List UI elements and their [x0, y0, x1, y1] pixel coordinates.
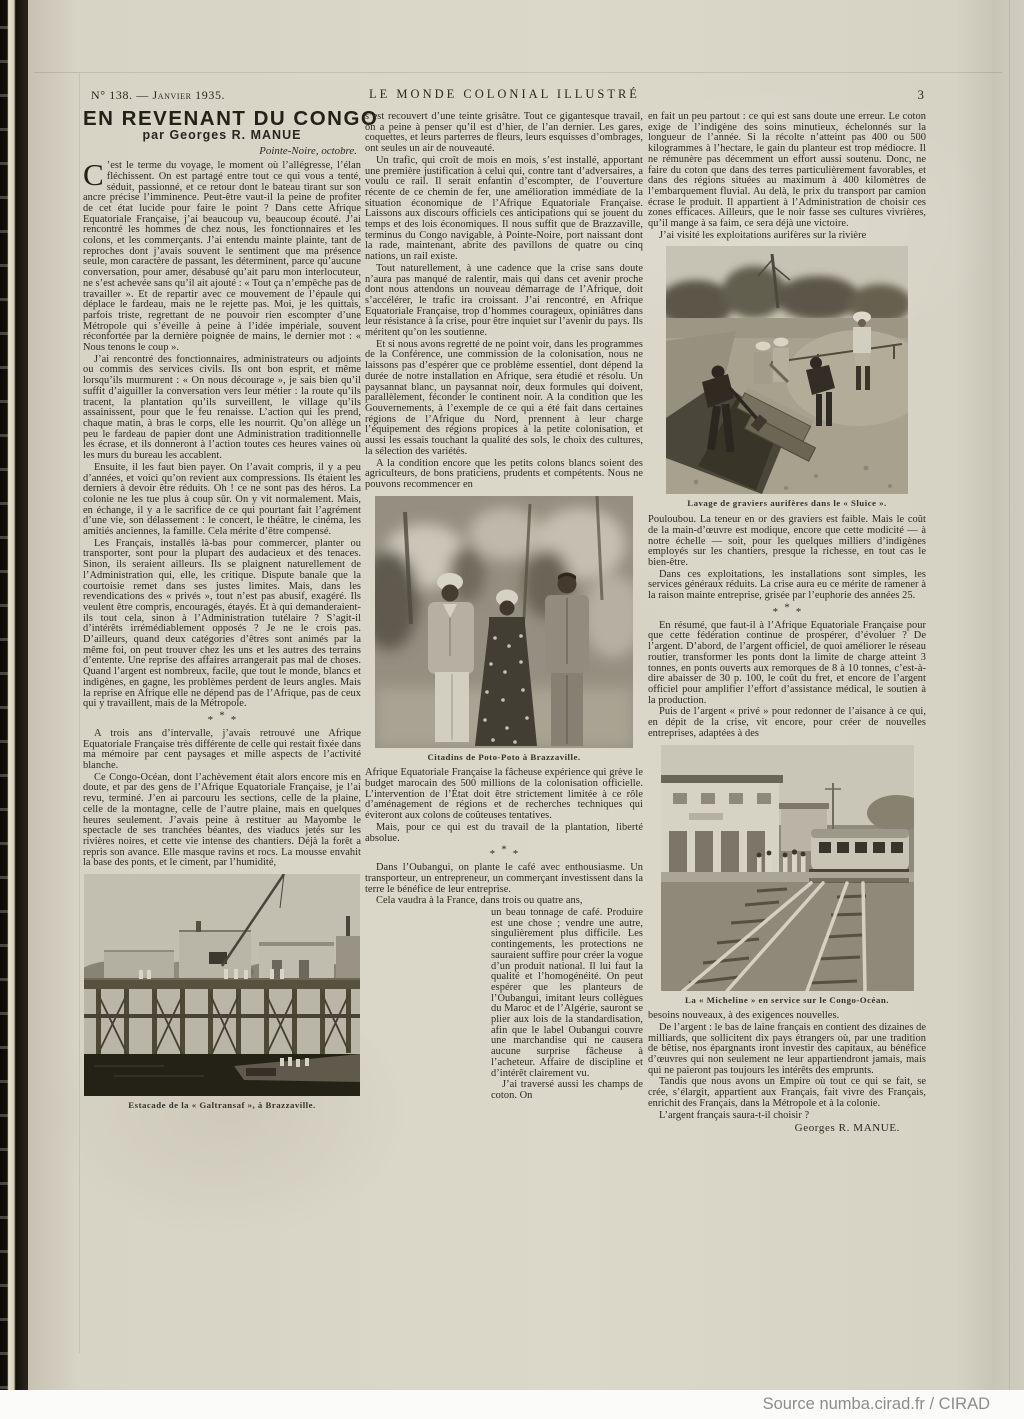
- narrow-text-block: [491, 908, 643, 1102]
- article-title: EN REVENANT DU CONGO: [83, 107, 379, 130]
- paragraph: Les Français, installés là-bas pour commercer, planter ou transporter, sont pour la plupart des audacieux et des tenaces. Sinon, ils seraient ailleurs. Ils se plaignent naturellement de l’Administration qui, elle, les critique. Dispute banale que la courtoisie remet dans ses justes limites. Mais, dans les revendications des « privés », tout n’est pas abusif, exagéré. Ils veulent être compris, encouragés, étayés. Et à qui demanderaient-ils tout cela, sinon à l’Administration tutélaire ? S’agit-il d’intérêts irrémédiablement opposés ? Je ne le crois pas. D’ailleurs, quand deux catégories d’êtres sont animés par la même foi, on peut trouver chez les uns et les autres des terrains d’entente. Une reprise des affaires arrangerait pas mal de choses. Quand l’argent est nombreux, facile, que tout le monde, blancs et indigènes, en gagne, les problèmes perdent de leurs angles. Mais la reprise en Afrique elle ne dépend pas de l’Afrique, pas de ceux qui y travaillent, mais de la Métropole.: [83, 537, 361, 710]
- photo-poto-poto-image: [375, 496, 633, 748]
- issue-number: N° 138. — Janvier 1935.: [91, 88, 226, 102]
- paragraph: Cela vaudra à la France, dans trois ou quatre ans,: [376, 895, 583, 907]
- paragraph: Et si nous avons regretté de ne point voir, dans les programmes de la Conférence, une commission de la colonisation, nous ne laissons pas d’espérer que ce problème essentiel, dont dépend la durée de notre installation en Afrique, sera étudié et résolu. Un paysannat blanc, un paysannat noir, deux formules qui doivent, parallèlement, féconder le continent noir. A la condition que les Gouvernements, à l’exemple de ce qui a été fait dans certaines régions de l’Afrique du Nord, prennent à leur charge l’équipement des régions propices à la petite colonisation, et aussi les essais touchant la qualité des sols, le choix des cultures, la sélection des variétés.: [365, 338, 643, 457]
- paragraph-text: ’est le terme du voyage, le moment où l’allégresse, l’élan fléchissent. On est partagé entre tout ce qui vous a tenté, séduit, passionné, et ce retour dont le bateau tirant sur son ancre précise l’imminence. Peut-être vaut-il la peine de profiter de cet état lucide pour faire le point ? Dans cette Afrique Equatoriale Française, j’ai beaucoup vu, beaucoup écouté. J’ai rencontré les hommes de chez nous, les fonctionnaires et les colons, et les commerçants. J’ai entendu mainte plainte, tant de reproches dont j’avais souvent le sentiment que ma présence seule, mon caractère de passant, les déterminent, parce qu’aucune conversation, pour amer, désabusé qu’ait paru mon interlocuteur, ne s’est achevée sans qu’il ait ajouté : « Tout ça n’empêche pas de travailler ». Et de repartir avec ce mouvement de l’épaule qui déplace le fardeau, mais ne le rejette pas. Moi, je les quittais, parfois triste, regrettant de ne pouvoir rien escompter d’une Métropole qui s’éveille à peine à l’idée impériale, souvent réconfortée par la dernière poignée de mains, le dernier mot : « Nous tenons le coup ».: [83, 160, 361, 354]
- paragraph: Tandis que nous avons un Empire où tout ce qui se fait, se crée, s’élargit, appartient aux Français, fait vivre des Français, enrichit des Français, dans la Métropole et à la colonie.: [648, 1076, 926, 1109]
- asterism-separator: [83, 709, 361, 726]
- masthead: [83, 86, 926, 106]
- asterisk: *: [512, 848, 519, 861]
- paragraph: Dans ces exploitations, les installations sont simples, les services généraux réduits. La crise aura eu ce mérite de ramener à la raison mainte entreprise, grisée par l’euphorie des années 25.: [648, 568, 926, 602]
- drop-cap: C: [83, 157, 104, 193]
- asterisk: *: [230, 713, 237, 726]
- paragraph: Dans l’Oubangui, on plante le café avec enthousiasme. Un transporteur, un entrepreneur, un commerçant investissent dans la terre le bénéfice de leur entreprise.: [365, 862, 643, 895]
- asterisk: *: [795, 605, 802, 618]
- paragraph: Ce Congo-Océan, dont l’achèvement était alors encore mis en doute, et par des gens de l’Afrique Equatoriale Française, je l’ai revu, terminé. J’en ai parcouru les sections, celle de la plaine, celle de la montagne, celle de l’autre plaine, mais en quelques heures seulement. J’avais peine à restituer au Mayombe le spectacle de ses tranchées béantes, des viaducs jetés sur les rivières noires, et cette vie intense des chantiers. Déjà la forêt a repris son avance. Elle masque ravins et rocs. La mousse envahit la base des ponts, et le ciment, par l’humidité,: [83, 771, 361, 869]
- photo-sluice-image: [666, 246, 908, 494]
- journal-title: LE MONDE COLONIAL ILLUSTRÉ: [369, 87, 640, 101]
- paragraph: En résumé, que faut-il à l’Afrique Equatoriale Française pour que cette fédération continue de prospérer, d’évoluer ? De l’argent. D’abord, de l’argent officiel, de quoi améliorer le réseau routier, transformer les ponts dont la limite de charge atteint 3 tonnes, en ponts ouverts aux remorques de 8 à 10 tonnes, c’est-à-dire abaisser de 30 p. 100, le coût du fret, et encore de l’argent officiel pour amplifier l’effort d’assistance médical, le soutien à la production.: [648, 619, 926, 706]
- caption-sluice: Lavage de graviers aurifères dans le « Sluice ».: [687, 498, 887, 509]
- article-dateline: Pointe-Noire, octobre.: [259, 145, 357, 158]
- paragraph: un beau tonnage de café. Produire est une chose ; vendre une autre, singulièrement plus difficile. Les contingements, les protections ne sauraient suffire pour créer la vogue d’un produit national. Il lui faut la qualité et l’homogénéité. On peut espérer que les planteurs de l’Oubangui, imitant leurs collègues du Maroc et de l’Algérie, sauront se plier aux lois de la standardisation, afin que le label Oubangui couvre une marchandise qui ne causera aucune surprise fâcheuse à l’acheteur. Affaire de discipline et d’intérêt clairement vu.: [491, 907, 643, 1079]
- paragraph: A la condition encore que les petits colons blancs soient des agriculteurs, de bons praticiens, prudents et compétents. Nous ne pouvons recommencer en: [365, 457, 643, 490]
- paragraph: J’ai traversé aussi les champs de coton. On: [491, 1079, 643, 1101]
- caption-micheline: La « Micheline » en service sur le Congo-Océan.: [685, 994, 889, 1005]
- page-top-crease: [34, 72, 1002, 73]
- asterisk: *: [219, 709, 225, 722]
- asterisk: *: [772, 605, 779, 618]
- photo-estacade: [84, 874, 360, 1096]
- asterisk: *: [501, 843, 507, 856]
- paragraph: Ensuite, il les faut bien payer. On l’avait compris, il y a peu d’années, et voici qu’on revient aux compressions. Ils étaient les derniers à devoir être réduits. Oh ! ce ne sont pas des héros. La colonie ne les tue plus à coup sûr. On y vit normalement. Mais, en échange, il y a le sacrifice de ce qui pourtant fait l’agrément d’une vie, son délassement : le concert, le théâtre, le cinéma, les amitiés anciennes, la famille. Cela mérite d’être compensé.: [83, 461, 361, 538]
- paragraph: A trois ans d’intervalle, j’avais retrouvé une Afrique Equatoriale Française très différente de celle qui restait fixée dans ma mémoire par cent paysages et mille aspects de l’activité blanche.: [83, 727, 361, 772]
- paragraph: L’argent français saura-t-il choisir ?: [659, 1109, 810, 1121]
- photo-micheline: [661, 745, 914, 991]
- paragraph: J’ai rencontré des fonctionnaires, administrateurs ou adjoints ou commis des services civils. Ils ont bon esprit, et même lorsqu’ils murmurent : « On nous décourage », je sais bien qu’il suffit d’aiguiller la conversation vers leur métier : la route qu’ils tracent, la plantation qu’ils surveillent, le village qu’ils assainissent, pour que le feu renaisse. L’action qui les prend, chaque matin, à bras le corps, elle les nourrit. Qu’on allège un peu le fardeau de papier dont une Administration traditionnelle les écrase, et ils donneront à l’action toutes ces heures vaines où les murs du bureau les accablent.: [83, 353, 361, 462]
- paragraph: J’ai visité les exploitations aurifères sur la rivière: [659, 229, 867, 241]
- asterism-separator: [365, 843, 643, 861]
- asterisk: *: [489, 848, 496, 861]
- asterisk: *: [784, 601, 790, 614]
- column-1: [83, 107, 379, 1117]
- paragraph: Mais, pour ce qui est du travail de la plantation, liberté absolue.: [365, 821, 643, 844]
- photo-sluice: [666, 246, 908, 494]
- paragraph: Afrique Equatoriale Française la fâcheuse expérience qui grève le budget marocain des 500 millions de la colonisation officielle. L’intervention de l’État doit être strictement limitée à ce rôle d’aménagement de régions et de recherches techniques qui éviteront aux colons de coûteuses tentatives.: [365, 767, 643, 822]
- magazine-page-scan: [28, 0, 1024, 1390]
- paragraph: Puis de l’argent « privé » pour redonner de l’aisance à ce qui, en dépit de la crise, vit encore, pour créer de nouvelles entreprises, adaptées à des: [648, 706, 926, 739]
- source-credit: Source numba.cirad.fr / CIRAD: [762, 1395, 990, 1413]
- paragraph: [83, 157, 361, 354]
- paragraph: Pouloubou. La teneur en or des graviers est faible. Mais le coût de la main-d’œuvre est modique, encore que cette modicité — à notre échelle — soit, pour les quelques milliers d’indigènes employés sur les chantiers, presque la richesse, en tout cas le bien-être.: [648, 514, 926, 568]
- asterisk: *: [207, 713, 214, 726]
- photo-estacade-image: [84, 874, 360, 1096]
- page-right-crease: [1009, 0, 1011, 1390]
- paragraph: Un trafic, qui croît de mois en mois, s’est installé, apportant une première justification à celui qui, contre tant d’adversaires, a voulu ce rail. Il serait enfantin d’escompter, de l’ouverture récente de ce chemin de fer, une amélioration immédiate de la situation économique de l’Afrique Equatoriale Française. Laissons aux discours officiels ces anticipations qui se jouent du temps et des lois économiques. Il nous suffit que de Brazzaville, terminus du Congo navigable, à Pointe-Noire, port naissant dont la rade, maintenant, abrite des pavillons de quatre ou cinq nations, un rail existe.: [365, 154, 643, 263]
- asterism-separator: [648, 601, 926, 618]
- paragraph: besoins nouveaux, à des exigences nouvelles.: [648, 1010, 840, 1022]
- page-number: 3: [917, 87, 924, 102]
- paragraph: De l’argent : le bas de laine français en contient des dizaines de milliards, que sollicitent dix pays étrangers où, par une tradition de bêtise, nos épargnants iront investir des capitaux, au bénéfice d’œuvres qui non seulement ne leur appartiendront jamais, mais qui ne paieront pas toujours les intérêts des emprunts.: [648, 1021, 926, 1076]
- photo-poto-poto: [375, 496, 633, 748]
- article-signature: Georges R. MANUE.: [794, 1122, 900, 1135]
- column-3: [648, 112, 926, 1134]
- paragraph: en fait un peu partout : ce qui est sans doute une erreur. Le coton exige de l’indigène des soins minutieux, échelonnés sur la longueur de l’année. Si la récolte n’atteint pas 400 ou 500 kilogrammes à l’hectare, le gain du planteur est trop médiocre. Il ne rémunère pas décemment un effort aussi soutenu. Donc, ne faire du coton que dans des terres particulièrement favorables, et dans des régions situées au maximum à 400 kilomètres de l’embarquement fluvial. Au delà, le prix du transport par camion écrase le produit. Il appartient à l’Administration de choisir ces zones efficaces. Ailleurs, que le noir fasse ses cultures vivrières, qu’il mange à sa faim, ce sera déjà une victoire.: [648, 111, 926, 230]
- caption-poto-poto: Citadins de Poto-Poto à Brazzaville.: [427, 751, 581, 762]
- binding-texture: [0, 0, 8, 1390]
- caption-estacade: Estacade de la « Galtransaf », à Brazzaville.: [128, 1100, 316, 1111]
- article-byline: par Georges R. MANUE: [142, 127, 302, 142]
- source-credit-band: [0, 1390, 1024, 1419]
- book-binding: [0, 0, 28, 1390]
- paragraph: s’est recouvert d’une teinte grisâtre. Tout ce gigantesque travail, on a peine à penser qu’il est d’hier, de l’an dernier. Les gares, coquettes, et leurs parterres de fleurs, leurs esquisses d’ombrages, ont seules un air de nouveauté.: [365, 111, 643, 155]
- photo-micheline-image: [661, 745, 914, 991]
- page-left-crease: [79, 73, 80, 1353]
- paragraph: Tout naturellement, à une cadence que la crise sans doute n’aura pas manqué de ralentir, mais qui dans cet avenir proche dont nous attendons un nouveau démarrage de l’Afrique, doit s’accélérer, le trafic ira croissant. J’ai rencontré, en Afrique Equatoriale Française, trop d’hommes courageux, opiniâtres dans leur résistance à la crise, pour être inquiet sur l’avenir du pays. Ils méritent qu’on les soutienne.: [365, 262, 643, 339]
- column-2: [365, 112, 643, 1103]
- article-header: [83, 107, 379, 142]
